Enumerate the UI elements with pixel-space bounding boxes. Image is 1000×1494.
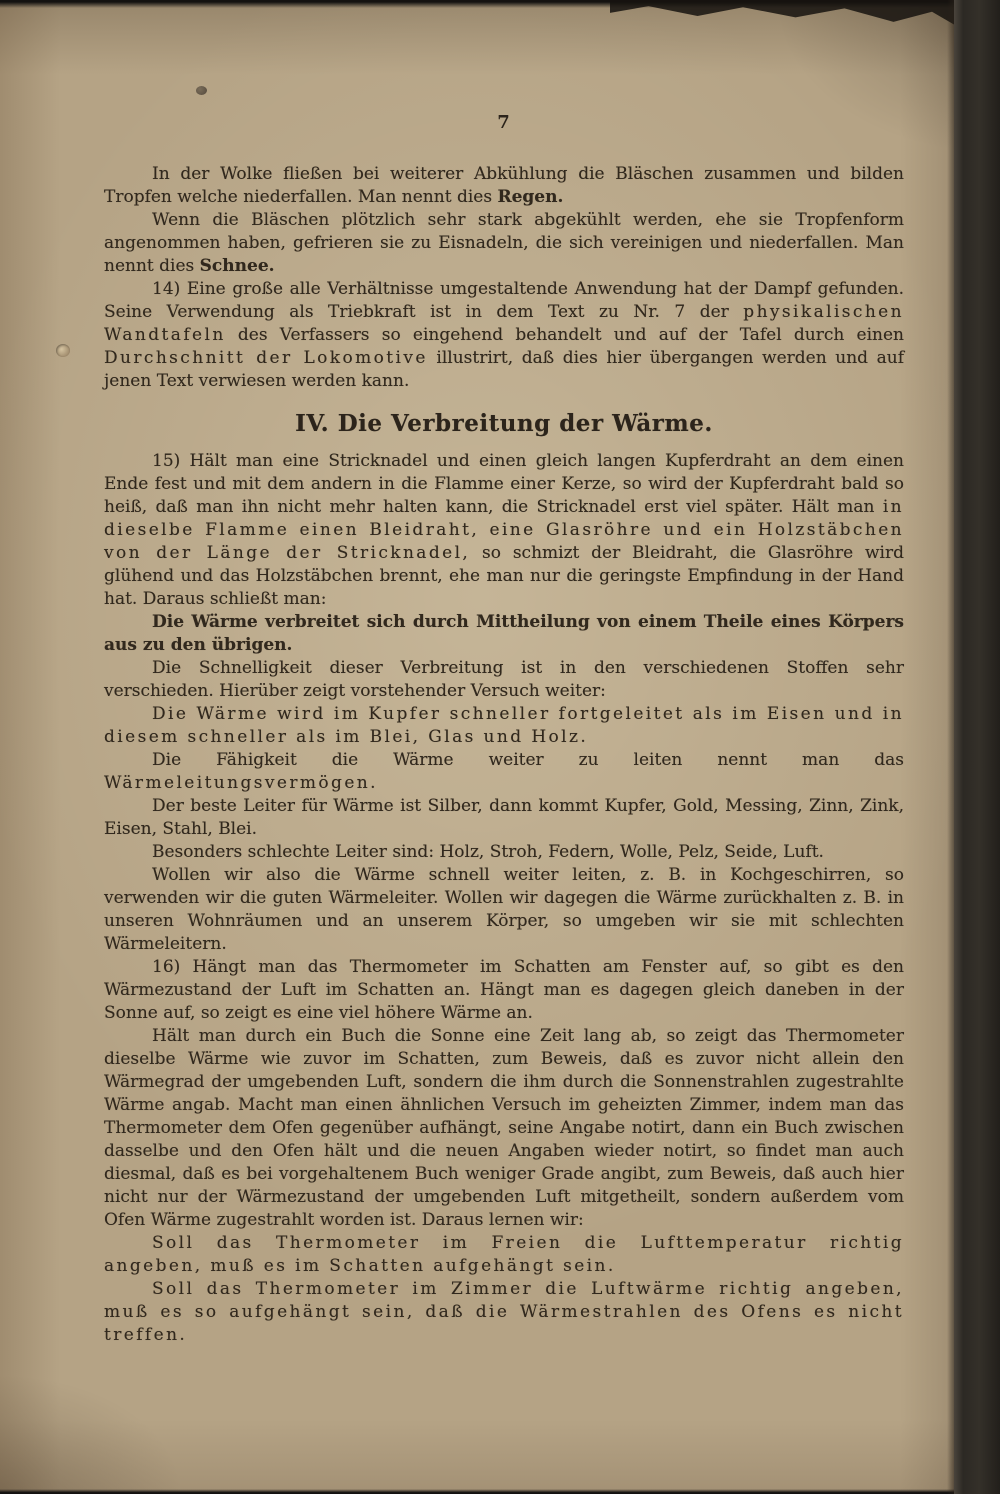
text-segment: Soll das Thermometer im Freien die Lufttemperatur richtig angeben, muß es im Schatten aufgehängt sein. [104,1233,904,1276]
paragraph [104,209,904,278]
text-segment: Wärmeleitungsvermögen. [104,773,378,793]
text-segment: Schnee. [199,256,275,276]
text-segment: 14) Eine große alle Verhältnisse umgestaltende Anwendung hat der Dampf gefunden. Seine Verwendung als Triebkraft ist in dem Text zu Nr. 7 der [104,279,904,322]
text-segment: physikalischen Wandtafeln [104,302,904,345]
text-segment: Besonders schlechte Leiter sind: Holz, Stroh, Federn, Wolle, Pelz, Seide, Luft. [152,842,824,862]
text-segment: Wenn die Bläschen plötzlich sehr stark abgekühlt werden, ehe sie Tropfenform angenommen haben, gefrieren sie zu Eisnadeln, die sich vereinigen und niederfallen. Man nennt dies [104,210,904,276]
text-block [104,163,904,1347]
text-segment: illustrirt, daß dies hier übergangen werden und auf jenen Text verwiesen werden kann. [104,348,904,391]
paragraph [104,657,904,703]
paragraph [104,1025,904,1232]
paragraph [104,956,904,1025]
paper-hole [56,344,70,357]
text-segment: Wollen wir also die Wärme schnell weiter leiten, z. B. in Kochgeschirren, so verwenden wir die guten Wärmeleiter. Wollen wir dagegen die Wärme zurückhalten z. B. in unseren Wohnräumen und an unserem Körper, so umgeben wir sie mit schlechten Wärmeleitern. [104,865,904,954]
paragraph [104,1232,904,1278]
paragraph [104,611,904,657]
text-segment: IV. Die Verbreitung der Wärme. [295,410,713,437]
page-content [104,112,904,1347]
text-segment: Die Wärme verbreitet sich durch Mittheilung von einem Theile eines Körpers aus zu den übrigen. [104,612,904,655]
text-segment: in dieselbe Flamme einen Bleidraht, eine Glasröhre und ein Holzstäbchen von der Länge der Stricknadel, [104,497,904,563]
text-segment: Hält man durch ein Buch die Sonne eine Zeit lang ab, so zeigt das Thermometer dieselbe Wärme wie zuvor im Schatten, zum Beweis, daß es zuvor nicht allein den Wärmegrad der umgebenden Luft, sondern die ihm durch die Sonnenstrahlen zugestrahlte Wärme angab. Macht man einen ähnlichen Versuch im geheizten Zimmer, indem man das Thermometer dem Ofen gegenüber aufhängt, seine Angabe notirt, dann ein Buch zwischen dasselbe und den Ofen hält und die neuen Angaben wieder notirt, so findet man auch diesmal, daß es bei vorgehaltenem Buch weniger Grade angibt, zum Beweis, daß auch hier nicht nur der Wärmezustand der umgebenden Luft mitgetheilt, sondern außerdem vom Ofen Wärme zugestrahlt worden ist. Daraus lernen wir: [104,1026,904,1230]
text-segment: 16) Hängt man das Thermometer im Schatten am Fenster auf, so gibt es den Wärmezustand der Luft im Schatten an. Hängt man es dagegen gleich daneben in der Sonne auf, so zeigt es eine viel höhere Wärme an. [104,957,904,1023]
paragraph [104,703,904,749]
page-bottom-edge [0,1489,1000,1494]
text-segment: In der Wolke fließen bei weiterer Abkühlung die Bläschen zusammen und bilden Tropfen welche niederfallen. Man nennt dies [104,164,904,207]
text-segment: des Verfassers so eingehend behandelt und auf der Tafel durch einen [225,325,904,345]
paragraph [104,864,904,956]
paragraph [104,450,904,611]
page-number: 7 [497,112,511,133]
text-segment: Die Fähigkeit die Wärme weiter zu leiten nennt man das [152,750,904,770]
section-heading [104,410,904,437]
paragraph [104,749,904,795]
text-segment: Die Wärme wird im Kupfer schneller fortgeleitet als im Eisen und in diesem schneller als im Blei, Glas und Holz. [104,704,904,747]
book-binding [954,0,1000,1494]
text-segment: Regen. [497,187,564,207]
text-segment: Die Schnelligkeit dieser Verbreitung ist in den verschiedenen Stoffen sehr verschieden. Hierüber zeigt vorstehender Versuch weiter: [104,658,904,701]
paragraph [104,278,904,393]
text-segment: Soll das Thermometer im Zimmer die Luftwärme richtig angeben, muß es so aufgehängt sein, daß die Wärmestrahlen des Ofens es nicht treffen. [104,1279,904,1345]
paragraph [104,795,904,841]
text-segment: Durchschnitt der Lokomotive [104,348,428,368]
text-segment: so schmizt der Bleidraht, die Glasröhre wird glühend und das Holzstäbchen brennt, ehe man nur die geringste Empfindung in der Hand hat. Daraus schließt man: [104,543,904,609]
paragraph [104,1278,904,1347]
paper-speck [196,86,207,95]
text-segment: 15) Hält man eine Stricknadel und einen gleich langen Kupferdraht an dem einen Ende fest und mit dem andern in die Flamme einer Kerze, so wird der Kupferdraht bald so heiß, daß man ihn nicht mehr halten kann, die Stricknadel erst viel später. Hält man [104,451,904,517]
paragraph [104,163,904,209]
paragraph [104,841,904,864]
text-segment: Der beste Leiter für Wärme ist Silber, dann kommt Kupfer, Gold, Messing, Zinn, Zink, Eisen, Stahl, Blei. [104,796,904,839]
